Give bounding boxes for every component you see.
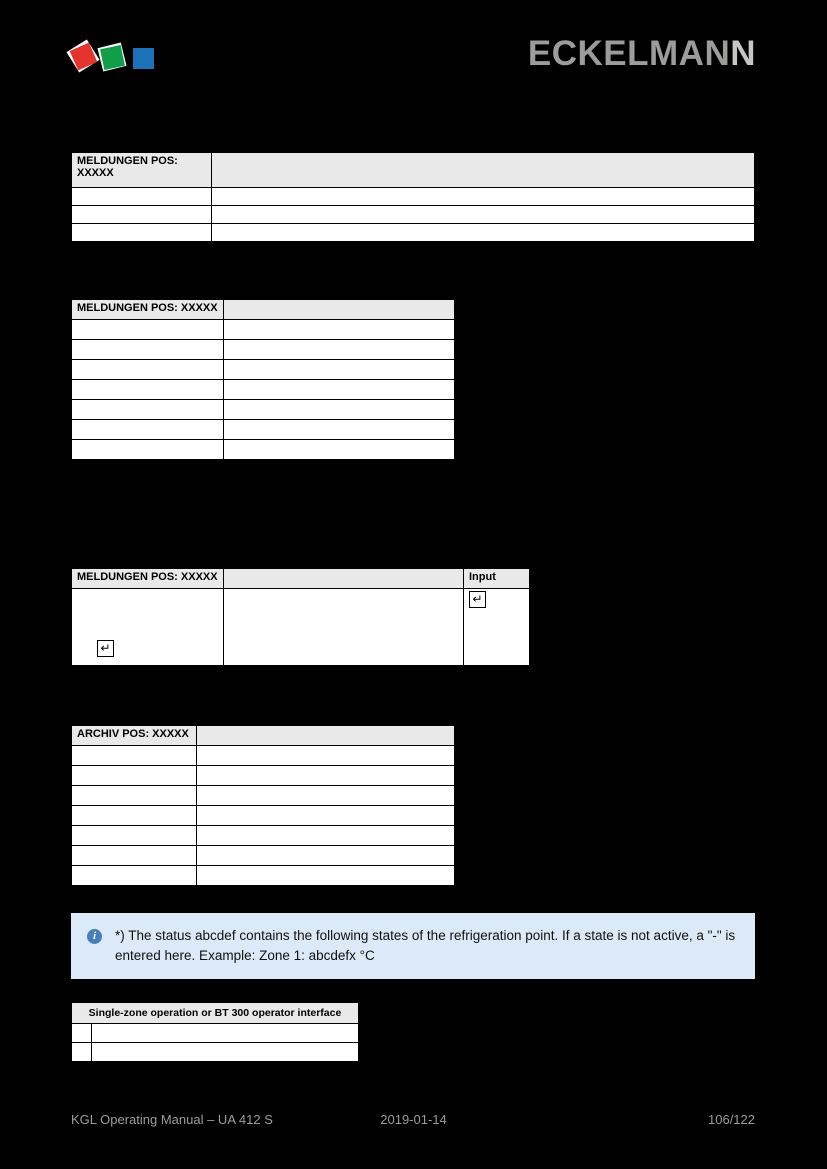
logo-green-square-icon — [100, 45, 125, 70]
table-cell — [72, 400, 224, 420]
table-cell — [72, 589, 224, 666]
table-header-cell — [197, 726, 455, 746]
table-row — [72, 846, 455, 866]
table-cell — [92, 1043, 359, 1062]
table-cell — [72, 1024, 92, 1043]
table-cell — [212, 188, 755, 206]
table-cell — [72, 866, 197, 886]
table-row — [72, 786, 455, 806]
table-cell — [72, 340, 224, 360]
table-title: ARCHIV POS: XXXXX — [72, 726, 197, 746]
table-cell — [224, 380, 455, 400]
table-cell — [72, 806, 197, 826]
table-header-cell — [224, 569, 464, 589]
table-row — [72, 224, 755, 242]
table-title: MELDUNGEN POS: XXXXX — [72, 300, 224, 320]
table-cell — [224, 340, 455, 360]
table-title-line2: XXXXX — [77, 167, 114, 179]
info-icon: i — [87, 929, 102, 944]
table-cell — [72, 380, 224, 400]
table-cell — [224, 589, 464, 666]
table-row — [72, 866, 455, 886]
table-row — [72, 188, 755, 206]
table-cell — [72, 206, 212, 224]
table-cell — [224, 360, 455, 380]
table-title: Single-zone operation or BT 300 operator interface — [72, 1003, 359, 1024]
table-row — [72, 1024, 359, 1043]
table-header-cell — [212, 153, 755, 188]
table-row — [72, 440, 455, 460]
table-cell — [72, 188, 212, 206]
table-row — [72, 589, 530, 666]
logo-blue-square-icon — [133, 48, 154, 69]
table-header-row — [72, 569, 530, 589]
footer-page-number: 106/122 — [708, 1112, 755, 1127]
table-cell — [72, 420, 224, 440]
table-header-row — [72, 153, 755, 188]
brand-last-letter: N — [730, 34, 756, 73]
enter-key-icon: ↵ — [469, 591, 486, 608]
table-title: MELDUNGEN POS: XXXXX — [72, 569, 224, 589]
info-note-box — [71, 913, 755, 979]
table-row — [72, 1043, 359, 1062]
table-cell — [72, 746, 197, 766]
footer-date: 2019-01-14 — [380, 1112, 447, 1127]
table-cell — [72, 786, 197, 806]
archiv-table — [71, 725, 455, 886]
table-cell — [197, 786, 455, 806]
table-cell — [197, 746, 455, 766]
table-title-line1: MELDUNGEN POS: — [77, 155, 178, 167]
table-row — [72, 766, 455, 786]
table-cell — [72, 320, 224, 340]
eckelmann-logo-icon — [69, 38, 169, 90]
table-cell — [224, 440, 455, 460]
brand-wordmark — [528, 34, 756, 74]
note-text: *) The status abcdef contains the following states of the refrigeration point. If a state is not active, a "-" is entered here. Example: Zone 1: abcdefx °C — [115, 928, 736, 963]
table-row — [72, 320, 455, 340]
table-row — [72, 806, 455, 826]
table-title — [72, 153, 212, 188]
table-row — [72, 400, 455, 420]
table-cell — [72, 766, 197, 786]
meldungen-table-wide — [71, 152, 755, 242]
table-row — [72, 380, 455, 400]
table-cell — [72, 440, 224, 460]
table-row — [72, 826, 455, 846]
table-cell — [72, 224, 212, 242]
meldungen-input-table — [71, 568, 530, 666]
table-cell — [92, 1024, 359, 1043]
table-cell — [197, 806, 455, 826]
table-cell — [224, 400, 455, 420]
table-cell — [197, 826, 455, 846]
table-cell — [197, 766, 455, 786]
single-zone-table — [71, 1002, 359, 1062]
table-header-cell — [224, 300, 455, 320]
table-cell — [72, 846, 197, 866]
table-row — [72, 360, 455, 380]
brand-main: ECKELMAN — [527, 34, 731, 73]
table-cell — [197, 846, 455, 866]
table-row — [72, 206, 755, 224]
table-cell — [197, 866, 455, 886]
table-header-row — [72, 1003, 359, 1024]
table-cell — [224, 420, 455, 440]
meldungen-table-list — [71, 299, 455, 460]
table-row — [72, 340, 455, 360]
table-cell — [212, 224, 755, 242]
table-row — [72, 746, 455, 766]
footer-document-title: KGL Operating Manual – UA 412 S — [71, 1112, 273, 1127]
input-column-header: Input — [464, 569, 530, 589]
enter-key-icon: ↵ — [97, 640, 114, 657]
table-cell — [72, 360, 224, 380]
input-cell — [464, 589, 530, 666]
table-cell — [212, 206, 755, 224]
table-row — [72, 420, 455, 440]
table-cell — [72, 1043, 92, 1062]
page-footer — [0, 1112, 827, 1132]
table-header-row — [72, 300, 455, 320]
table-cell — [224, 320, 455, 340]
table-header-row — [72, 726, 455, 746]
table-cell — [72, 826, 197, 846]
